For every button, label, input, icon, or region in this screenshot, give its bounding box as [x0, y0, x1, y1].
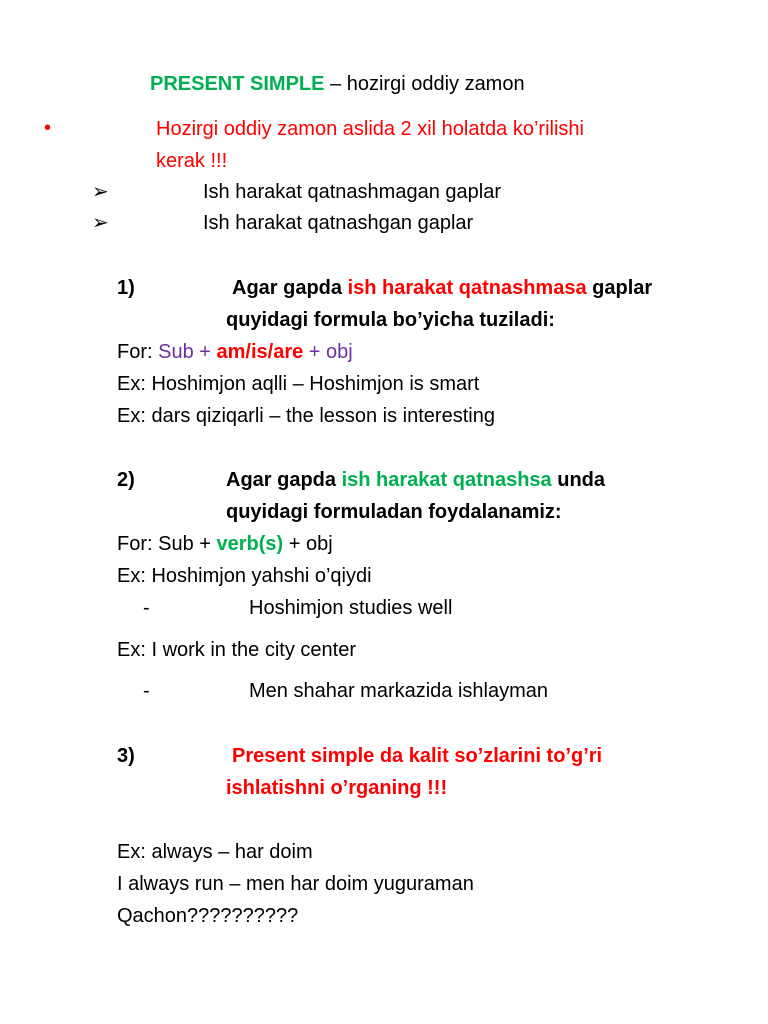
- formula-label: For:: [117, 341, 159, 363]
- case-item-2: Ish harakat qatnashgan gaplar: [203, 212, 474, 234]
- section-2-post: unda: [551, 469, 606, 491]
- formula-verb: am/is/are: [210, 341, 304, 363]
- section-1-highlight: ish harakat qatnashmasa: [347, 277, 587, 299]
- formula-obj: + obj: [303, 341, 353, 363]
- section-1-example-2: Ex: dars qiziqarli – the lesson is interesting: [117, 405, 495, 427]
- section-1-post: gaplar: [586, 277, 653, 299]
- arrow-bullet-icon: ➢: [92, 212, 109, 234]
- section-1-line-2: quyidagi formula bo’yicha tuziladi:: [226, 309, 555, 331]
- section-2-pre: Agar gapda: [226, 469, 342, 491]
- section-2-heading: [226, 468, 605, 492]
- section-3-line-1: Present simple da kalit so’zlarini to’g’ri: [232, 745, 603, 767]
- section-3-number: 3): [117, 745, 135, 767]
- page-title: [150, 72, 525, 96]
- section-3-example-1: Ex: always – har doim: [117, 841, 313, 863]
- title-term: PRESENT SIMPLE: [150, 73, 325, 95]
- section-1-formula: [117, 340, 353, 364]
- title-rest: – hozirgi oddiy zamon: [324, 73, 525, 95]
- section-2-number: 2): [117, 469, 135, 491]
- section-2-line-2: quyidagi formuladan foydalanamiz:: [226, 501, 562, 523]
- arrow-bullet-icon: ➢: [92, 181, 109, 203]
- section-3-example-2: I always run – men har doim yuguraman: [117, 873, 474, 895]
- dash-marker: -: [143, 680, 150, 702]
- section-2-example-1: Ex: Hoshimjon yahshi o’qiydi: [117, 565, 372, 587]
- intro-line-2: kerak !!!: [156, 150, 228, 172]
- section-2-formula: [117, 532, 333, 556]
- formula-label: For: Sub +: [117, 533, 217, 555]
- section-2-highlight: ish harakat qatnashsa: [341, 469, 552, 491]
- formula-verb: verb(s): [216, 533, 284, 555]
- formula-sub: Sub +: [158, 341, 211, 363]
- section-3-line-2: ishlatishni o’rganing !!!: [226, 777, 448, 799]
- formula-obj: + obj: [283, 533, 333, 555]
- intro-line-1: Hozirgi oddiy zamon aslida 2 xil holatda ko’rilishi: [156, 118, 584, 140]
- section-2-example-2: Ex: I work in the city center: [117, 639, 356, 661]
- case-item-1: Ish harakat qatnashmagan gaplar: [203, 181, 501, 203]
- section-1-example-1: Ex: Hoshimjon aqlli – Hoshimjon is smart: [117, 373, 480, 395]
- section-2-translation-1: Hoshimjon studies well: [249, 597, 453, 619]
- bullet-dot-icon: •: [44, 117, 52, 139]
- section-3-example-3: Qachon??????????: [117, 905, 299, 927]
- dash-marker: -: [143, 597, 150, 619]
- section-1-heading: [232, 276, 652, 300]
- section-1-number: 1): [117, 277, 135, 299]
- section-1-pre: Agar gapda: [232, 277, 348, 299]
- section-2-translation-2: Men shahar markazida ishlayman: [249, 680, 549, 702]
